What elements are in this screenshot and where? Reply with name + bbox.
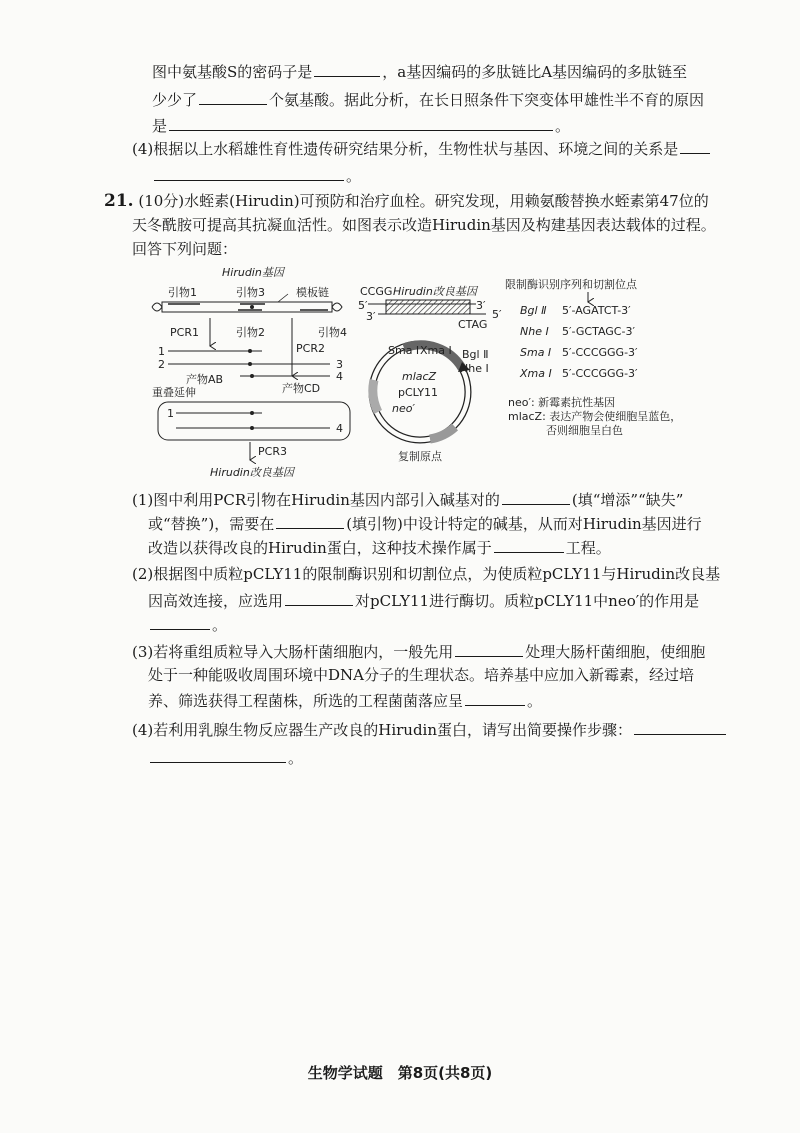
text: 。 xyxy=(555,117,571,135)
text: 图中氨基酸S的密码子是 xyxy=(152,63,313,81)
plasmid-name: pCLY11 xyxy=(398,386,439,399)
answer-blank[interactable] xyxy=(494,536,564,553)
figure xyxy=(0,262,800,482)
text: (4)若利用乳腺生物反应器生产改良的Hirudin蛋白，请写出简要操作步骤： xyxy=(132,721,633,739)
text: 养、筛选获得工程菌株，所选的工程菌菌落应呈 xyxy=(148,692,464,710)
enzyme-title: 限制酶识别序列和切割位点 xyxy=(505,278,637,291)
answer-blank[interactable] xyxy=(154,164,344,181)
strand-2-label: 2 xyxy=(158,358,165,371)
box-4-label: 4 xyxy=(336,422,343,435)
strand-3-label: 3 xyxy=(336,358,343,371)
enzyme2-seq: 5′-GCTAGC-3′ xyxy=(562,325,635,338)
question-number: 21. xyxy=(104,191,134,211)
enzyme1-seq: 5′-AGATCT-3′ xyxy=(562,304,631,317)
top-line-1 xyxy=(152,60,687,83)
answer-blank[interactable] xyxy=(314,60,380,77)
text: 。 xyxy=(288,749,304,767)
q2-line-3 xyxy=(148,613,227,636)
page-footer: 生物学试题 第8页(共8页) xyxy=(307,1064,493,1082)
q1-line-2 xyxy=(148,512,702,535)
q21-intro-1 xyxy=(104,190,709,212)
q2-line-1: (2)根据图中质粒pCLY11的限制酶识别和切割位点，为使质粒pCLY11与Hirudin改良基 xyxy=(132,565,721,583)
q1-line-3 xyxy=(148,536,611,559)
neo-label: neo′ xyxy=(392,402,415,415)
answer-blank[interactable] xyxy=(465,689,525,706)
text: 改造以获得改良的Hirudin蛋白，这种技术操作属于 xyxy=(148,539,492,557)
enzyme4-name: Xma Ⅰ xyxy=(520,367,552,380)
strand-1-label: 1 xyxy=(158,345,165,358)
text: 。 xyxy=(346,167,362,185)
enzyme3-seq: 5′-CCCGGG-3′ xyxy=(562,346,638,359)
q1-line-1 xyxy=(132,488,683,511)
pcr1-label: PCR1 xyxy=(170,326,199,339)
text: 少少了 xyxy=(152,91,198,109)
improved-gene-label: Hirudin改良基因 xyxy=(210,466,294,479)
text: (填引物)中设计特定的碱基，从而对Hirudin基因进行 xyxy=(346,515,702,533)
answer-blank[interactable] xyxy=(276,512,344,529)
primer2-label: 引物2 xyxy=(236,326,265,339)
enzyme-table xyxy=(505,277,681,437)
text: ，a基因编码的多肽链比A基因编码的多肽链至 xyxy=(382,63,688,81)
text: 工程。 xyxy=(565,539,611,557)
nhe-label: Nhe Ⅰ xyxy=(460,362,489,375)
answer-blank[interactable] xyxy=(150,746,286,763)
pcr-diagram xyxy=(152,266,350,479)
answer-blank[interactable] xyxy=(502,488,570,505)
q3-line-1 xyxy=(132,640,705,663)
three-prime-left: 3′ xyxy=(366,310,376,323)
five-prime-right: 5′ xyxy=(492,308,502,321)
three-prime-right: 3′ xyxy=(476,299,486,312)
text: (填“增添”“缺失” xyxy=(571,491,684,509)
q4-line-2 xyxy=(148,746,303,769)
bgl-label: Bgl Ⅱ xyxy=(462,348,489,361)
text: (4)根据以上水稻雄性育性遗传研究结果分析，生物性状与基因、环境之间的关系是 xyxy=(132,140,679,158)
note-neo: neo′: 新霉素抗性基因 xyxy=(508,396,616,409)
overlap-label: 重叠延伸 xyxy=(152,386,196,399)
text: 。 xyxy=(212,616,228,634)
q3-line-2: 处于一种能吸收周围环境中DNA分子的生理状态。培养基中应加入新霉素，经过培 xyxy=(148,666,694,684)
ori-label: 复制原点 xyxy=(398,450,442,463)
enzyme1-name: Bgl Ⅱ xyxy=(520,304,547,317)
strand-4-label: 4 xyxy=(336,370,343,383)
answer-blank[interactable] xyxy=(169,114,553,131)
text: (3)若将重组质粒导入大肠杆菌细胞内，一般先用 xyxy=(132,643,454,661)
box-1-label: 1 xyxy=(167,407,174,420)
text: 处理大肠杆菌细胞，使细胞 xyxy=(525,643,706,661)
answer-blank[interactable] xyxy=(634,718,726,735)
plasmid-diagram xyxy=(358,285,502,463)
top-line-3 xyxy=(152,114,570,137)
text: 或“替换”)，需要在 xyxy=(148,515,275,533)
improved-gene-title: Hirudin改良基因 xyxy=(393,285,477,298)
pcr3-label: PCR3 xyxy=(258,445,287,458)
answer-blank[interactable] xyxy=(455,640,523,657)
top-q4-line xyxy=(132,137,712,160)
primer1-label: 引物1 xyxy=(168,286,197,299)
q4-line-1 xyxy=(132,718,728,741)
q2-line-2 xyxy=(148,589,699,612)
pcr2-label: PCR2 xyxy=(296,342,325,355)
text: 对pCLY11进行酶切。质粒pCLY11中neo′的作用是 xyxy=(355,592,700,610)
mlacz-label: mlacZ xyxy=(402,370,437,383)
sma-label: Sma Ⅰ xyxy=(388,344,420,357)
note-white: 否则细胞呈白色 xyxy=(546,424,623,437)
gene-title: Hirudin基因 xyxy=(222,266,284,279)
top-line-2 xyxy=(152,88,704,111)
answer-blank[interactable] xyxy=(150,613,210,630)
text: 个氨基酸。据此分析，在长日照条件下突变体甲雄性半不育的原因 xyxy=(269,91,705,109)
note-mlacz: mlacZ: 表达产物会使细胞呈蓝色， xyxy=(508,410,682,423)
answer-blank[interactable] xyxy=(285,589,353,606)
text: 因高效连接，应选用 xyxy=(148,592,284,610)
xma-label: Xma Ⅰ xyxy=(420,344,452,357)
q3-line-3 xyxy=(148,689,542,712)
enzyme3-name: Sma Ⅰ xyxy=(520,346,552,359)
q21-intro-3: 回答下列问题： xyxy=(132,240,238,258)
q21-intro-2: 天冬酰胺可提高其抗凝血活性。如图表示改造Hirudin基因及构建基因表达载体的过程。 xyxy=(132,216,716,234)
template-label: 模板链 xyxy=(296,286,329,299)
ccgg-label: CCGG xyxy=(360,285,393,298)
product-ab-label: 产物AB xyxy=(186,373,224,386)
answer-blank[interactable] xyxy=(199,88,267,105)
text: (1)图中利用PCR引物在Hirudin基因内部引入碱基对的 xyxy=(132,491,500,509)
top-q4-line-2 xyxy=(152,164,361,187)
enzyme4-seq: 5′-CCCGGG-3′ xyxy=(562,367,638,380)
primer4-label: 引物4 xyxy=(318,326,347,339)
answer-blank[interactable] xyxy=(680,137,710,154)
five-prime-left: 5′ xyxy=(358,299,368,312)
ctag-label: CTAG xyxy=(458,318,488,331)
text: (10分)水蛭素(Hirudin)可预防和治疗血栓。研究发现，用赖氨酸替换水蛭素第47位的 xyxy=(138,192,709,210)
text: 是 xyxy=(152,117,168,135)
enzyme2-name: Nhe Ⅰ xyxy=(520,325,549,338)
product-cd-label: 产物CD xyxy=(282,382,321,395)
primer3-label: 引物3 xyxy=(236,286,265,299)
text: 。 xyxy=(527,692,543,710)
